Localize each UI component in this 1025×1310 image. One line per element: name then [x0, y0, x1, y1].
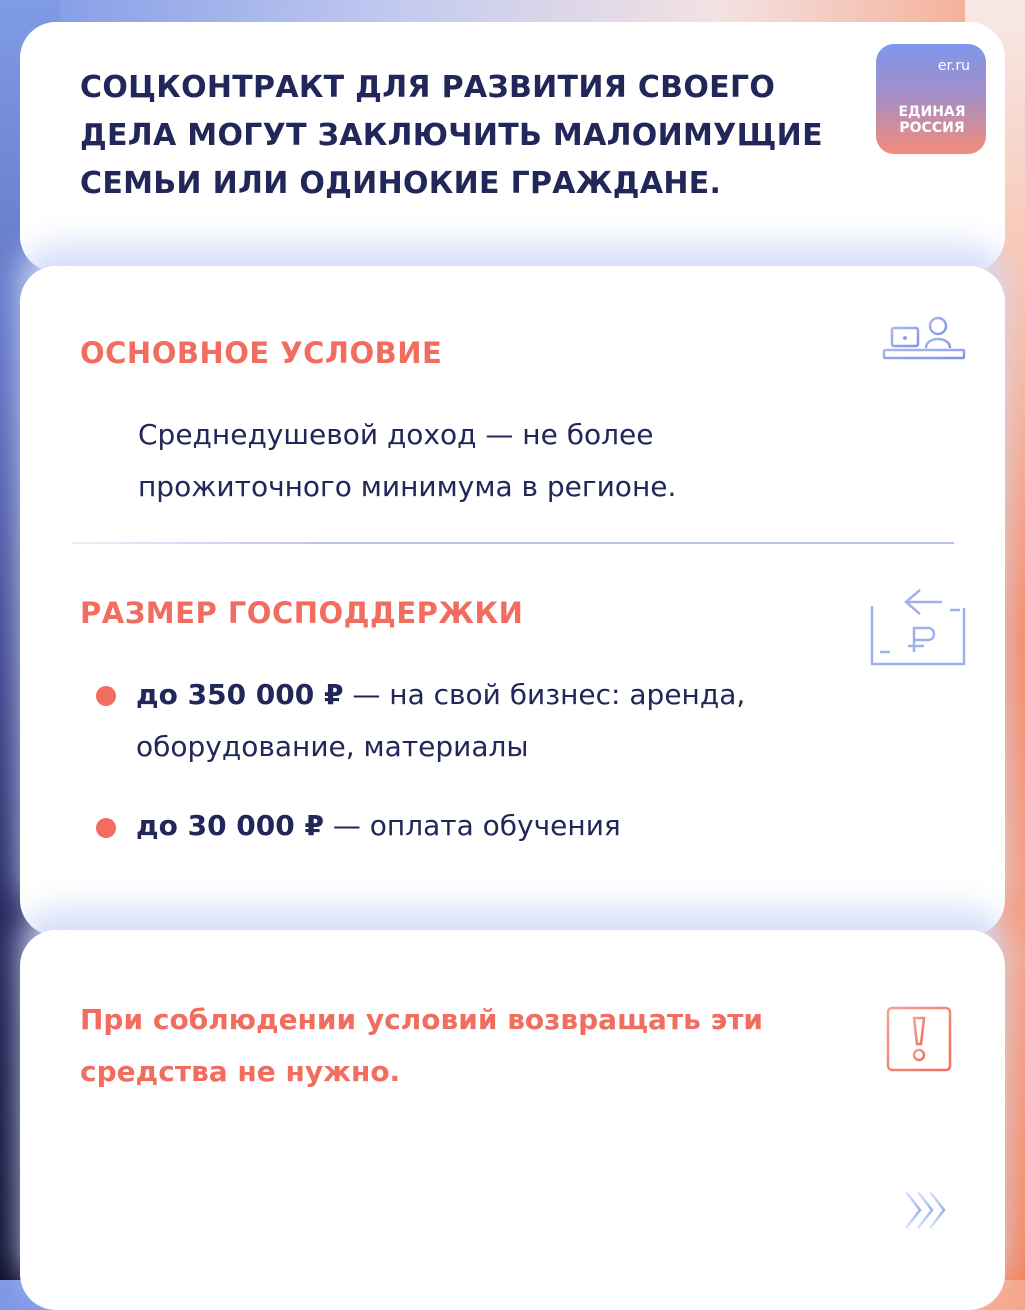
- divider: [72, 542, 954, 544]
- support-item-text: — на свой бизнес: аренда, оборудование, материалы: [136, 678, 746, 763]
- support-item: [136, 669, 896, 773]
- conditions-card: [20, 266, 1005, 936]
- money-transfer-icon: [870, 588, 966, 672]
- support-item-amount: до 30 000 ₽: [136, 809, 324, 842]
- main-condition-title: ОСНОВНОЕ УСЛОВИЕ: [80, 336, 443, 370]
- chevrons-right-icon[interactable]: [900, 1186, 952, 1238]
- logo-name: ЕДИНАЯ РОССИЯ: [898, 104, 966, 136]
- party-logo: [876, 44, 986, 154]
- support-item-amount: до 350 000 ₽: [136, 678, 344, 711]
- support-item-text: — оплата обучения: [324, 809, 621, 842]
- main-condition-text: Среднедушевой доход — не более прожиточного минимума в регионе.: [138, 418, 677, 503]
- support-item: [136, 800, 896, 852]
- desk-person-icon: [882, 316, 966, 400]
- notice-text: При соблюдении условий возвращать эти средства не нужно.: [80, 1003, 764, 1088]
- warning-icon: [886, 1006, 952, 1076]
- page-title: СОЦКОНТРАКТ ДЛЯ РАЗВИТИЯ СВОЕГО ДЕЛА МОГУТ ЗАКЛЮЧИТЬ МАЛОИМУЩИЕ СЕМЬИ ИЛИ ОДИНОКИЕ ГРАЖДАНЕ.: [80, 70, 823, 201]
- logo-site: er.ru: [937, 58, 970, 74]
- notice-card: [20, 930, 1005, 1310]
- header-card: [20, 22, 1005, 272]
- bullet-dot: [96, 686, 116, 706]
- bullet-dot: [96, 818, 116, 838]
- support-title: РАЗМЕР ГОСПОДДЕРЖКИ: [80, 596, 524, 630]
